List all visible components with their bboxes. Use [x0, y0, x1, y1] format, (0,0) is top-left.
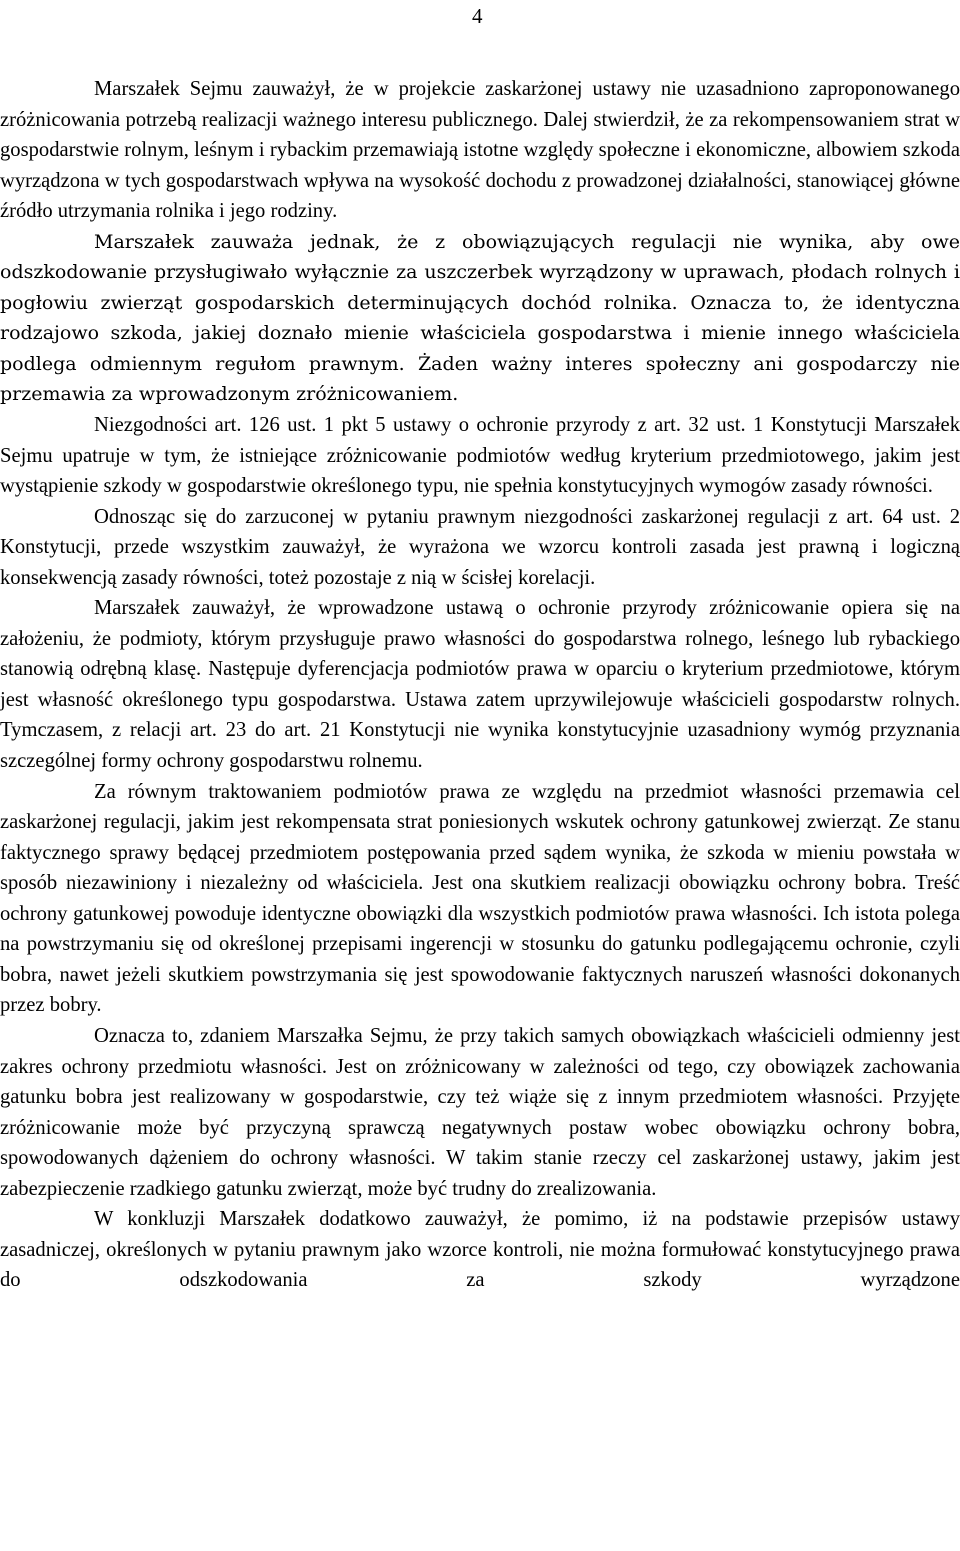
- paragraph-8: W konkluzji Marszałek dodatkowo zauważył, że pomimo, iż na podstawie przepisów ustawy zasadniczej, określonych w pytaniu prawnym jako wzorce kontroli, nie można formułować konstytucyjnego prawa do odszkodowania za szkody wyrządzone: [0, 1208, 960, 1292]
- paragraph-6: Za równym traktowaniem podmiotów prawa ze względu na przedmiot własności przemawia cel zaskarżonej regulacji, jakim jest rekompensata strat poniesionych wskutek ochrony gatunkowej zwierząt. Ze stanu faktycznego sprawy będącej przedmiotem postępowania przed sądem wynika, że szkoda w mieniu powstała w sposób niezawiniony i niezależny od właściciela. Jest ona skutkiem realizacji obowiązku ochrony bobra. Treść ochrony gatunkowej powoduje identyczne obowiązki dla wszystkich podmiotów prawa własności. Ich istota polega na powstrzymaniu się od określonej przepisami ingerencji w stosunku do gatunku podlegającemu ochronie, czyli bobra, nawet jeżeli skutkiem powstrzymania się jest spowodowanie faktycznych naruszeń własności dokonanych przez bobry.: [0, 780, 960, 1017]
- paragraph-5: Marszałek zauważył, że wprowadzone ustawą o ochronie przyrody zróżnicowanie opiera się na założeniu, że podmioty, którym przysługuje prawo własności do gospodarstwa rolnego, leśnego lub rybackiego stanowią odrębną klasę. Następuje dyferencjacja podmiotów prawa w oparciu o kryterium przedmiotowe, którym jest własność określonego typu gospodarstwa. Ustawa zatem uprzywilejowuje właścicieli gospodarstw rolnych. Tymczasem, z relacji art. 23 do art. 21 Konstytucji nie wynika konstytucyjnie uzasadniony wymóg przyznania szczególnej formy ochrony gospodarstwu rolnemu.: [0, 597, 960, 773]
- page-number: 4: [472, 4, 483, 28]
- document-body: [0, 74, 960, 1296]
- paragraph-7: Oznacza to, zdaniem Marszałka Sejmu, że przy takich samych obowiązkach właścicieli odmienny jest zakres ochrony przedmiotu własności. Jest on zróżnicowany w zależności od tego, czy obowiązek zachowania gatunku bobra jest realizowany w gospodarstwie, czy też wiąże się z innym przedmiotem własności. Przyjęte zróżnicowanie może być przyczyną sprawczą negatywnych postaw wobec obowiązku ochrony bobra, spowodowanych dążeniem do ochrony własności. W takim stanie rzeczy cel zaskarżonej ustawy, jakim jest zabezpieczenie rzadkiego gatunku zwierząt, może być trudny do zrealizowania.: [0, 1024, 960, 1200]
- paragraph-3: Niezgodności art. 126 ust. 1 pkt 5 ustawy o ochronie przyrody z art. 32 ust. 1 Konstytucji Marszałek Sejmu upatruje w tym, że istniejące zróżnicowanie podmiotów według kryterium przedmiotowego, jakim jest wystąpienie szkody w gospodarstwie określonego typu, nie spełnia konstytucyjnych wymogów zasady równości.: [0, 414, 960, 498]
- paragraph-2: Marszałek zauważa jednak, że z obowiązujących regulacji nie wynika, aby owe odszkodowanie przysługiwało wyłącznie za uszczerbek wyrządzony w uprawach, płodach rolnych i pogłowiu zwierząt gospodarskich determinujących dochód rolnika. Oznacza to, że identyczna rodzajowo szkoda, jakiej doznało mienie właściciela gospodarstwa i mienie innego właściciela podlega odmiennym regułom prawnym. Żaden ważny interes społeczny ani gospodarczy nie przemawia za wprowadzonym zróżnicowaniem.: [0, 230, 960, 406]
- paragraph-4: Odnosząc się do zarzuconej w pytaniu prawnym niezgodności zaskarżonej regulacji z art. 64 ust. 2 Konstytucji, przede wszystkim zauważył, że wyrażona we wzorcu kontroli zasada jest prawną i logiczną konsekwencją zasady równości, toteż pozostaje z nią w ścisłej korelacji.: [0, 505, 960, 589]
- paragraph-1: Marszałek Sejmu zauważył, że w projekcie zaskarżonej ustawy nie uzasadniono zaproponowanego zróżnicowania potrzebą realizacji ważnego interesu publicznego. Dalej stwierdził, że za rekompensowaniem strat w gospodarstwie rolnym, leśnym i rybackim przemawiają istotne względy społeczne i ekonomiczne, albowiem szkoda wyrządzona w tych gospodarstwach wpływa na wysokość dochodu z prowadzonej działalności, stanowiącej główne źródło utrzymania rolnika i jego rodziny.: [0, 78, 960, 223]
